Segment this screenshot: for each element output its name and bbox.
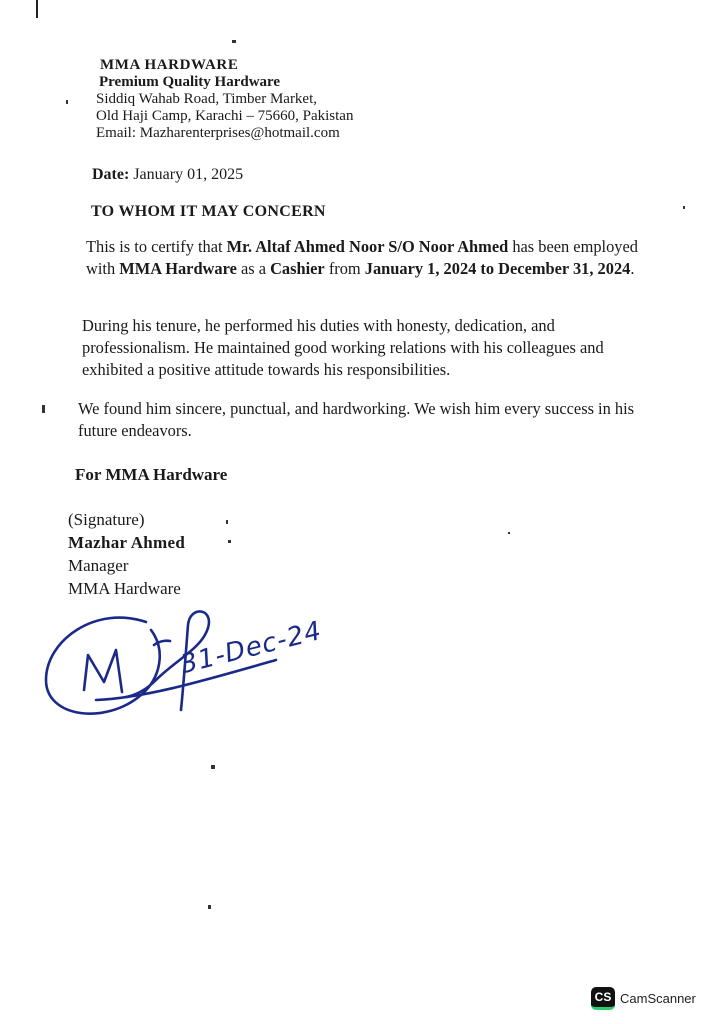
para1-text-5: . [630, 259, 635, 278]
letterhead [93, 57, 353, 142]
camscanner-logo-icon: CS [591, 987, 615, 1010]
scan-speck [42, 405, 45, 413]
address-line-2: Old Haji Camp, Karachi – 75660, Pakistan [96, 108, 354, 124]
company-tagline: Premium Quality Hardware [99, 74, 281, 90]
company-email: Email: Mazharenterprises@hotmail.com [96, 125, 340, 141]
company-name: MMA HARDWARE [100, 57, 239, 73]
employee-role: Cashier [270, 259, 325, 278]
scan-speck [508, 532, 510, 534]
address-line-1: Siddiq Wahab Road, Timber Market, [96, 91, 318, 107]
closing-line: For MMA Hardware [75, 465, 228, 484]
employee-name: Mr. Altaf Ahmed Noor S/O Noor Ahmed [226, 237, 509, 256]
scan-speck [226, 520, 228, 524]
scan-speck [211, 765, 215, 769]
date-value: January 01, 2025 [133, 166, 244, 183]
signatory-company: MMA Hardware [68, 579, 181, 598]
camscanner-watermark [591, 987, 696, 1010]
scan-speck [683, 206, 685, 209]
wishes-paragraph: We found him sincere, punctual, and hardworking. We wish him every success in his future endeavors. [78, 399, 635, 440]
certification-paragraph [86, 236, 646, 280]
para1-text-3: as a [236, 259, 271, 278]
signatory-name: Mazhar Ahmed [68, 533, 186, 552]
scan-speck [232, 40, 236, 43]
para1-text-4: from [324, 259, 365, 278]
employment-period: January 1, 2024 to December 31, 2024 [364, 259, 631, 278]
letter-subject: TO WHOM IT MAY CONCERN [91, 203, 326, 220]
handwritten-date: 31-Dec-24 [177, 615, 325, 680]
scan-speck [228, 540, 231, 543]
signature-label: (Signature) [68, 510, 145, 529]
signatory-title: Manager [68, 556, 129, 575]
scan-speck [208, 905, 211, 909]
page-edge-mark [36, 0, 38, 18]
camscanner-label: CamScanner [620, 991, 696, 1006]
signatory-block [68, 508, 185, 600]
letter-date [92, 166, 243, 184]
para1-text-2: has been employed with [86, 237, 638, 278]
tenure-paragraph: During his tenure, he performed his duties with honesty, dedication, and professionalism. He maintained good working relations with his colleagues and exhibited a positive attitude towards his responsibilities. [82, 316, 604, 379]
employer-name: MMA Hardware [119, 259, 237, 278]
date-label: Date: [92, 166, 130, 183]
para1-text-1: This is to certify that [86, 237, 227, 256]
scan-speck [66, 100, 68, 104]
